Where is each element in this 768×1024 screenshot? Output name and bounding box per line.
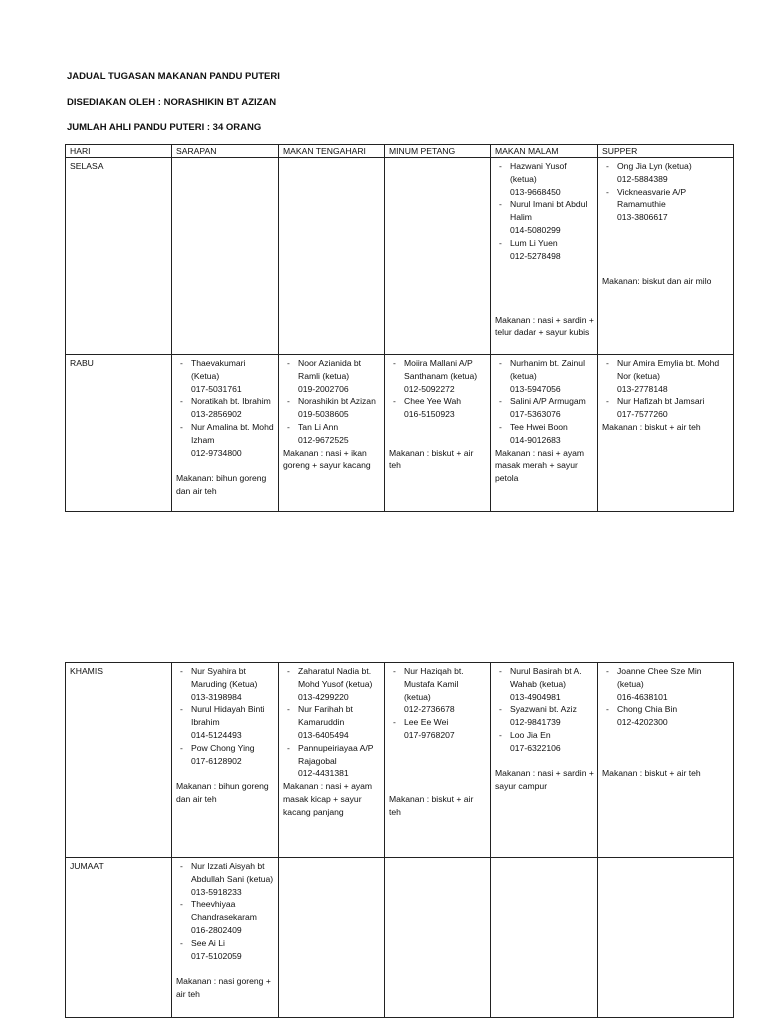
member-list [602,665,730,729]
makan-malam-cell [491,663,598,858]
member-item [495,729,594,755]
member-item [602,395,730,421]
col-makan-malam: MAKAN MALAM [491,145,598,158]
member-name: Nurul Basirah bt A. Wahab (ketua) [510,666,582,689]
member-item [495,665,594,703]
member-phone: 017-5363076 [510,409,561,420]
document-title: JADUAL TUGASAN MAKANAN PANDU PUTERI [67,71,280,82]
day-cell: SELASA [66,158,172,355]
member-item [176,860,275,898]
member-list [283,665,381,780]
member-phone: 017-5102059 [191,950,242,961]
member-phone: 014-9012683 [510,434,561,445]
bullet-dash: - [606,396,609,407]
bullet-dash: - [499,161,502,171]
col-minum-petang: MINUM PETANG [385,145,491,158]
member-name: Pannupeiriayaa A/P Rajagobal [298,742,374,766]
col-sarapan: SARAPAN [172,145,279,158]
member-name: Tee Hwei Boon [510,421,568,432]
bullet-dash: - [606,358,609,368]
minum-petang-cell [385,663,491,858]
bullet-dash: - [606,704,609,715]
member-phone: 017-6322106 [510,742,561,753]
bullet-dash: - [393,396,396,407]
member-phone: 012-4202300 [617,717,668,728]
member-name: Salini A/P Armugam [510,396,586,407]
row-rabu [66,355,734,512]
member-list [176,860,275,962]
member-item [602,703,730,729]
bullet-dash: - [499,396,502,407]
member-name: Nur Haziqah bt. Mustafa Kamil (ketua) [404,666,464,702]
member-item [602,665,730,703]
makan-tengahari-cell [279,663,385,858]
member-phone: 017-9768207 [404,729,455,740]
member-phone: 019-5038605 [298,409,349,420]
member-name: Lee Ee Wei [404,717,449,728]
member-name: Joanne Chee Sze Min (ketua) [617,666,702,689]
member-name: Nur Syahira bt Maruding (Ketua) [191,666,258,689]
food-description: Makanan : nasi + sardin + telur dadar + sayur kubis [495,314,594,338]
food-description: Makanan : biskut + air teh [389,793,474,817]
member-item [389,665,487,716]
bullet-dash: - [287,704,290,715]
bullet-dash: - [393,717,396,728]
member-phone: 013-9668450 [510,186,561,197]
member-item [495,395,594,421]
member-name: Nurhanim bt. Zainul (ketua) [510,358,585,381]
bullet-dash: - [287,666,290,676]
member-phone: 017-5031761 [191,383,242,394]
col-hari: HARI [66,145,172,158]
member-phone: 013-4904981 [510,691,561,702]
member-phone: 013-4299220 [298,691,349,702]
bullet-dash: - [287,421,290,432]
bullet-dash: - [180,396,183,407]
member-item [176,357,275,395]
bullet-dash: - [606,161,609,171]
food-description: Makanan : bihun goreng dan air teh [176,781,269,804]
schedule-table-1 [65,144,734,512]
member-item [495,703,594,729]
bullet-dash: - [393,358,396,368]
minum-petang-cell [385,858,491,1018]
member-name: Nur Amira Emylia bt. Mohd Nor (ketua) [617,358,720,381]
member-name: Ong Jia Lyn (ketua) [617,161,692,171]
member-phone: 013-3198984 [191,691,242,702]
member-item [389,395,487,421]
member-phone: 013-6405494 [298,729,349,740]
food-description: Makanan: biskut dan air milo [602,276,712,287]
food-description: Makanan : nasi + sardin + sayur campur [495,768,594,792]
member-item [602,186,730,224]
col-supper: SUPPER [598,145,734,158]
bullet-dash: - [180,666,183,676]
member-name: Hazwani Yusof (ketua) [510,161,567,184]
member-phone: 012-9734800 [191,447,242,458]
member-name: Zaharatul Nadia bt. Mohd Yusof (ketua) [298,666,373,689]
member-item [176,937,275,963]
table-header-row [66,145,734,158]
total-members: JUMLAH AHLI PANDU PUTERI : 34 ORANG [67,122,262,133]
makan-malam-cell [491,858,598,1018]
member-name: Chee Yee Wah [404,396,462,407]
makan-tengahari-cell [279,355,385,512]
member-phone: 012-5092272 [404,383,455,394]
food-description: Makanan : nasi + ayam masak merah + sayur petola [495,447,585,484]
food-description: Makanan : nasi goreng + air teh [176,976,271,999]
member-name: Nurul Hidayah Binti Ibrahim [191,704,265,728]
member-name: Chong Chia Bin [617,704,678,715]
member-item [602,357,730,395]
member-item [495,237,594,263]
member-item [283,703,381,741]
makan-malam-cell [491,158,598,355]
member-item [176,898,275,936]
bullet-dash: - [180,937,183,948]
food-description: Makanan: bihun goreng dan air teh [176,473,267,496]
member-name: Nur Izzati Aisyah bt Abdullah Sani (ketua) [191,861,274,884]
member-list [176,665,275,767]
member-name: Moiira Mallani A/P Santhanam (ketua) [404,358,478,381]
bullet-dash: - [393,666,396,676]
member-item [283,357,381,395]
member-item [176,742,275,768]
member-name: Noratikah bt. Ibrahim [191,396,271,407]
member-item [389,716,487,742]
member-name: Thaevakumari (Ketua) [191,358,246,381]
supper-cell [598,663,734,858]
bullet-dash: - [499,729,502,740]
member-item [283,421,381,447]
food-description: Makanan : biskut + air teh [389,447,474,471]
bullet-dash: - [180,704,183,715]
member-name: Nur Hafizah bt Jamsari [617,396,705,407]
minum-petang-cell [385,355,491,512]
member-list [389,665,487,742]
member-name: Noor Azianida bt Ramli (ketua) [298,358,362,381]
member-phone: 013-2778148 [617,383,668,394]
supper-cell [598,858,734,1018]
member-list [495,357,594,447]
member-phone: 012-9841739 [510,717,561,728]
sarapan-cell [172,663,279,858]
member-phone: 012-4431381 [298,768,349,779]
bullet-dash: - [180,899,183,910]
prepared-by: DISEDIAKAN OLEH : NORASHIKIN BT AZIZAN [67,97,277,108]
member-name: See Ai Li [191,937,225,948]
bullet-dash: - [180,742,183,753]
day-cell: KHAMIS [66,663,172,858]
food-description: Makanan : nasi + ayam masak kicap + sayur kacang panjang [283,781,373,817]
member-name: Syazwani bt. Aziz [510,704,577,715]
member-list [602,160,730,224]
bullet-dash: - [180,421,183,432]
member-phone: 012-5278498 [510,250,561,261]
day-cell: JUMAAT [66,858,172,1018]
food-description: Makanan : nasi + ikan goreng + sayur kacang [283,447,371,471]
food-description: Makanan : biskut + air teh [602,421,701,432]
member-item [602,160,730,186]
member-list [495,665,594,755]
member-item [495,198,594,236]
member-phone: 013-3806617 [617,212,668,223]
member-phone: 012-5884389 [617,173,668,184]
member-item [176,665,275,703]
bullet-dash: - [287,358,290,368]
makan-malam-cell [491,355,598,512]
bullet-dash: - [499,666,502,676]
member-item [283,665,381,703]
minum-petang-cell [385,158,491,355]
sarapan-cell [172,158,279,355]
member-item [495,160,594,198]
member-list [602,357,730,421]
bullet-dash: - [287,396,290,407]
bullet-dash: - [499,199,502,210]
row-khamis [66,663,734,858]
bullet-dash: - [180,358,183,368]
makan-tengahari-cell [279,858,385,1018]
food-description: Makanan : biskut + air teh [602,768,701,779]
bullet-dash: - [499,237,502,248]
schedule-table-2 [65,662,734,1018]
member-phone: 012-2736678 [404,704,455,715]
member-phone: 014-5124493 [191,729,242,740]
day-cell: RABU [66,355,172,512]
member-name: Nur Farihah bt Kamaruddin [298,704,353,728]
member-list [495,160,594,262]
member-name: Vickneasvarie A/P Ramamuthie [617,186,686,210]
member-list [389,357,487,421]
member-item [495,357,594,395]
member-list [283,357,381,447]
member-name: Nurul Imani bt Abdul Halim [510,199,588,223]
makan-tengahari-cell [279,158,385,355]
member-item [176,703,275,741]
member-item [283,395,381,421]
member-item [495,421,594,447]
col-makan-tengahari: MAKAN TENGAHARI [279,145,385,158]
member-phone: 017-7577260 [617,409,668,420]
bullet-dash: - [499,421,502,432]
sarapan-cell [172,355,279,512]
bullet-dash: - [499,704,502,715]
member-name: Norashikin bt Azizan [298,396,376,407]
member-name: Theevhiyaa Chandrasekaram [191,899,257,923]
bullet-dash: - [180,861,183,871]
sarapan-cell [172,858,279,1018]
member-item [389,357,487,395]
member-name: Pow Chong Ying [191,742,255,753]
member-name: Loo Jia En [510,729,551,740]
row-jumaat [66,858,734,1018]
member-phone: 016-2802409 [191,924,242,935]
supper-cell [598,355,734,512]
member-list [176,357,275,459]
member-phone: 014-5080299 [510,224,561,235]
bullet-dash: - [499,358,502,368]
bullet-dash: - [606,666,609,676]
member-phone: 016-4638101 [617,691,668,702]
member-phone: 013-5947056 [510,383,561,394]
member-phone: 019-2002706 [298,383,349,394]
member-item [176,421,275,459]
member-phone: 013-2856902 [191,409,242,420]
member-phone: 013-5918233 [191,886,242,897]
member-name: Tan Li Ann [298,421,339,432]
member-name: Lum Li Yuen [510,237,558,248]
member-phone: 017-6128902 [191,755,242,766]
bullet-dash: - [287,742,290,753]
member-name: Nur Amalina bt. Mohd Izham [191,421,274,445]
member-item [176,395,275,421]
member-item [283,742,381,780]
supper-cell [598,158,734,355]
member-phone: 012-9672525 [298,434,349,445]
member-phone: 016-5150923 [404,409,455,420]
row-selasa [66,158,734,355]
bullet-dash: - [606,186,609,197]
